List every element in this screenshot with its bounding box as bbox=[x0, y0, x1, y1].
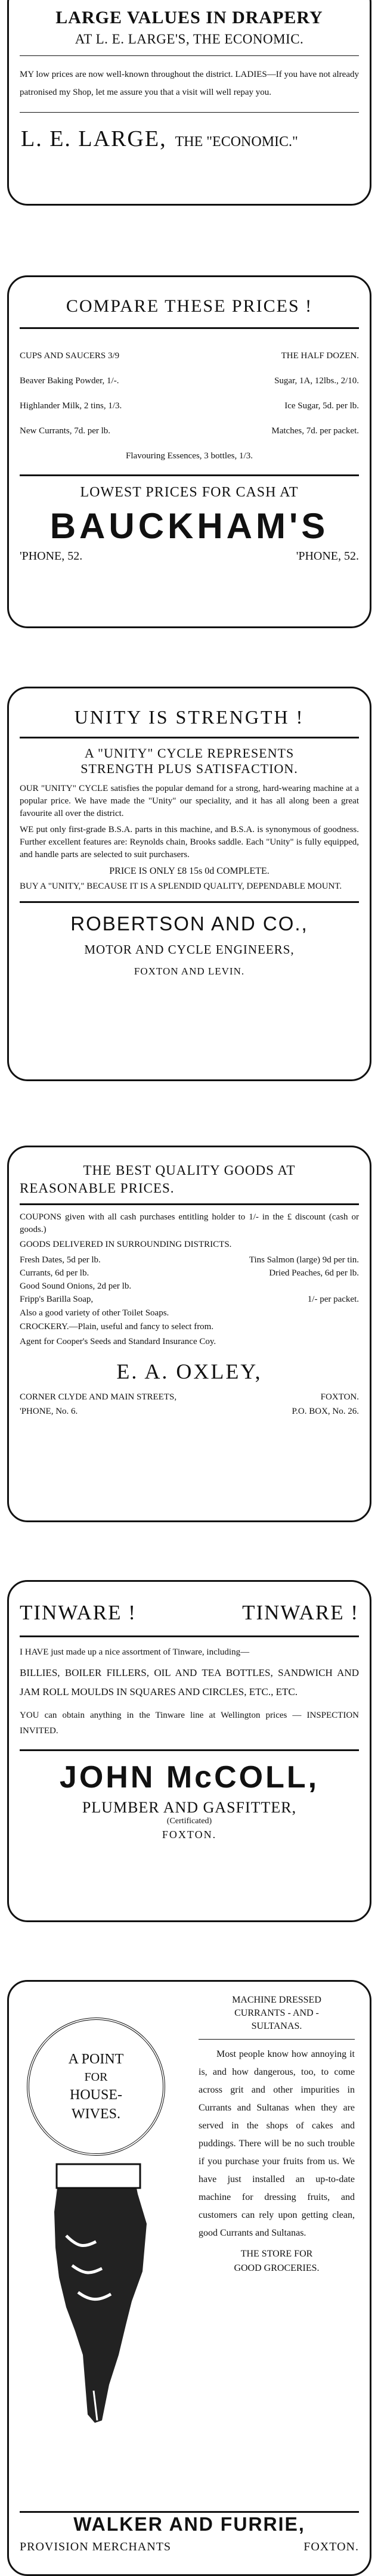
divider bbox=[20, 1203, 359, 1205]
phone-left: 'PHONE, 52. bbox=[20, 550, 83, 563]
ad-body: MY low prices are now well-known throughout the district. LADIES—If you have not already patronised my Shop, let me assure you that a visit will well repay you. bbox=[20, 70, 359, 97]
coupons-text: COUPONS given with all cash purchases entitling holder to 1/- in the £ discount (cash or goods.) bbox=[20, 1212, 359, 1234]
tinware-list: BILLIES, BOILER FILLERS, OIL AND TEA BOTTLES, SANDWICH AND JAM ROLL MOULDS IN SQUARES AND CIRCLES, ETC., ETC. bbox=[20, 1667, 359, 1697]
crockery-text: CROCKERY.—Plain, useful and fancy to select from. bbox=[20, 1322, 214, 1332]
walker-furrie-name: WALKER AND FURRIE, bbox=[73, 2513, 305, 2535]
oxley-box: P.O. BOX, No. 26. bbox=[292, 1407, 359, 1416]
unity-sub2: STRENGTH PLUS SATISFACTION. bbox=[80, 761, 298, 776]
divider bbox=[20, 474, 359, 476]
price-row: CUPS AND SAUCERS 3/9 THE HALF DOZEN. bbox=[20, 351, 359, 361]
oxley-phone: 'PHONE, No. 6. bbox=[20, 1407, 78, 1416]
delivered-text: GOODS DELIVERED IN SURROUNDING DISTRICTS. bbox=[20, 1240, 232, 1249]
tinware-right: TINWARE ! bbox=[242, 1601, 359, 1624]
machine-heading2: CURRANTS - AND - bbox=[234, 2008, 319, 2018]
phone-right: 'PHONE, 52. bbox=[296, 550, 359, 563]
point-circle bbox=[27, 2018, 165, 2156]
provision-merchants: PROVISION MERCHANTS bbox=[20, 2540, 172, 2553]
divider bbox=[20, 2511, 359, 2513]
address-right: FOXTON. bbox=[320, 1392, 359, 1402]
agent-text: Agent for Cooper's Seeds and Standard Insurance Coy. bbox=[20, 1337, 216, 1346]
flavouring-line: Flavouring Essences, 3 bottles, 1/3. bbox=[126, 451, 253, 461]
divider bbox=[20, 901, 359, 903]
mccoll-name: JOHN McCOLL, bbox=[59, 1760, 320, 1795]
circle-line: A POINT bbox=[68, 2052, 124, 2067]
store-line1: THE STORE FOR bbox=[240, 2249, 313, 2259]
mccoll-cert: (Certificated) bbox=[166, 1817, 212, 1826]
robertson-location: FOXTON AND LEVIN. bbox=[134, 966, 245, 977]
compare-heading: COMPARE THESE PRICES ! bbox=[66, 296, 313, 316]
ad-oxley bbox=[7, 1146, 371, 1522]
oxley-heading2: REASONABLE PRICES. bbox=[20, 1181, 175, 1196]
robertson-name: ROBERTSON AND CO., bbox=[70, 913, 308, 935]
machine-body: Most people know how annoying it is, and how dangerous, too, to come across grit and other impurities in Currants and Sultanas when they are served in the shops of cakes and puddings. There will be no such trouble if you purchase your fruits from us. We have just installed an up-to-date machine for dressing fruits, and customers can rely upon getting clean, good Currants and Sultanas. bbox=[199, 2049, 355, 2238]
tinware-left: TINWARE ! bbox=[20, 1601, 137, 1624]
unity-sub1: A "UNITY" CYCLE REPRESENTS bbox=[84, 746, 295, 761]
divider bbox=[20, 327, 359, 329]
unity-heading: UNITY IS STRENGTH ! bbox=[74, 706, 305, 728]
store-name: L. E. LARGE, bbox=[21, 126, 167, 151]
ad-robertson bbox=[7, 687, 371, 1081]
tinware-you: YOU can obtain anything in the Tinware line at Wellington prices — INSPECTION INVITED. bbox=[20, 1711, 359, 1736]
divider bbox=[20, 1749, 359, 1751]
headline-economic: AT L. E. LARGE'S, THE ECONOMIC. bbox=[75, 32, 304, 46]
unity-para2: WE put only first-grade B.S.A. parts in this machine, and B.S.A. is synonymous of goodness. Further excellent features are: Reynolds chain, Brooks saddle. Each "Unity" is fully equipped, and handle parts are selected to suit purchasers. bbox=[20, 825, 359, 859]
ad-bauckhams bbox=[7, 275, 371, 628]
robertson-sub: MOTOR AND CYCLE ENGINEERS, bbox=[84, 942, 295, 957]
price-row: Highlander Milk, 2 tins, 1/3. Ice Sugar, 5d. per lb. bbox=[20, 401, 359, 411]
unity-para1: OUR "UNITY" CYCLE satisfies the popular demand for a strong, hard-wearing machine at a popular price. We have made the "Unity" our speciality, and it has all along been a great favourite all over the district. bbox=[20, 784, 359, 818]
divider bbox=[199, 2039, 355, 2040]
ad-large-values bbox=[7, 0, 371, 206]
item-row: Fripp's Barilla Soap, 1/- per packet. bbox=[20, 1295, 359, 1304]
divider bbox=[20, 112, 359, 113]
unity-buy: BUY A "UNITY," BECAUSE IT IS A SPLENDID QUALITY, DEPENDABLE MOUNT. bbox=[20, 882, 342, 891]
headline-drapery: LARGE VALUES IN DRAPERY bbox=[55, 8, 323, 27]
price-row: Beaver Baking Powder, 1/-. Sugar, 1A, 12lbs., 2/10. bbox=[20, 376, 359, 386]
store-tag: THE "ECONOMIC." bbox=[175, 134, 298, 150]
lowest-prices: LOWEST PRICES FOR CASH AT bbox=[80, 485, 299, 500]
mccoll-town: FOXTON. bbox=[162, 1829, 217, 1841]
tinware-intro: I HAVE just made up a nice assortment of Tinware, including— bbox=[20, 1647, 250, 1657]
item-row: Currants, 6d per lb. Dried Peaches, 6d per lb. bbox=[20, 1268, 359, 1278]
divider bbox=[20, 737, 359, 738]
price-row: New Currants, 7d. per lb. Matches, 7d. per packet. bbox=[20, 426, 359, 436]
address-left: CORNER CLYDE AND MAIN STREETS, bbox=[20, 1392, 177, 1402]
ad-mccoll bbox=[7, 1580, 371, 1922]
circle-line: HOUSE- bbox=[70, 2087, 122, 2103]
circle-line: FOR bbox=[84, 2071, 108, 2084]
divider bbox=[20, 1635, 359, 1637]
ad-walker-furrie bbox=[7, 1980, 371, 2576]
circle-line: WIVES. bbox=[72, 2106, 120, 2122]
toilet-soaps: Also a good variety of other Toilet Soaps. bbox=[20, 1308, 169, 1318]
unity-price: PRICE IS ONLY £8 15s 0d COMPLETE. bbox=[109, 866, 270, 876]
footer-town: FOXTON. bbox=[303, 2540, 359, 2553]
bauckhams-name: BAUCKHAM'S bbox=[49, 506, 329, 546]
machine-heading3: SULTANAS. bbox=[251, 2021, 302, 2031]
item-row: Fresh Dates, 5d per lb. Tins Salmon (large) 9d per tin. bbox=[20, 1255, 359, 1265]
machine-heading1: MACHINE DRESSED bbox=[232, 1995, 321, 2005]
oxley-heading1: THE BEST QUALITY GOODS AT bbox=[83, 1163, 296, 1178]
divider bbox=[20, 55, 359, 56]
store-line2: GOOD GROCERIES. bbox=[234, 2263, 320, 2273]
oxley-name: E. A. OXLEY, bbox=[116, 1360, 262, 1383]
mccoll-trade: PLUMBER AND GASFITTER, bbox=[82, 1799, 297, 1816]
item-row: Good Sound Onions, 2d per lb. bbox=[20, 1281, 132, 1291]
pointing-hand-icon bbox=[42, 2158, 185, 2432]
